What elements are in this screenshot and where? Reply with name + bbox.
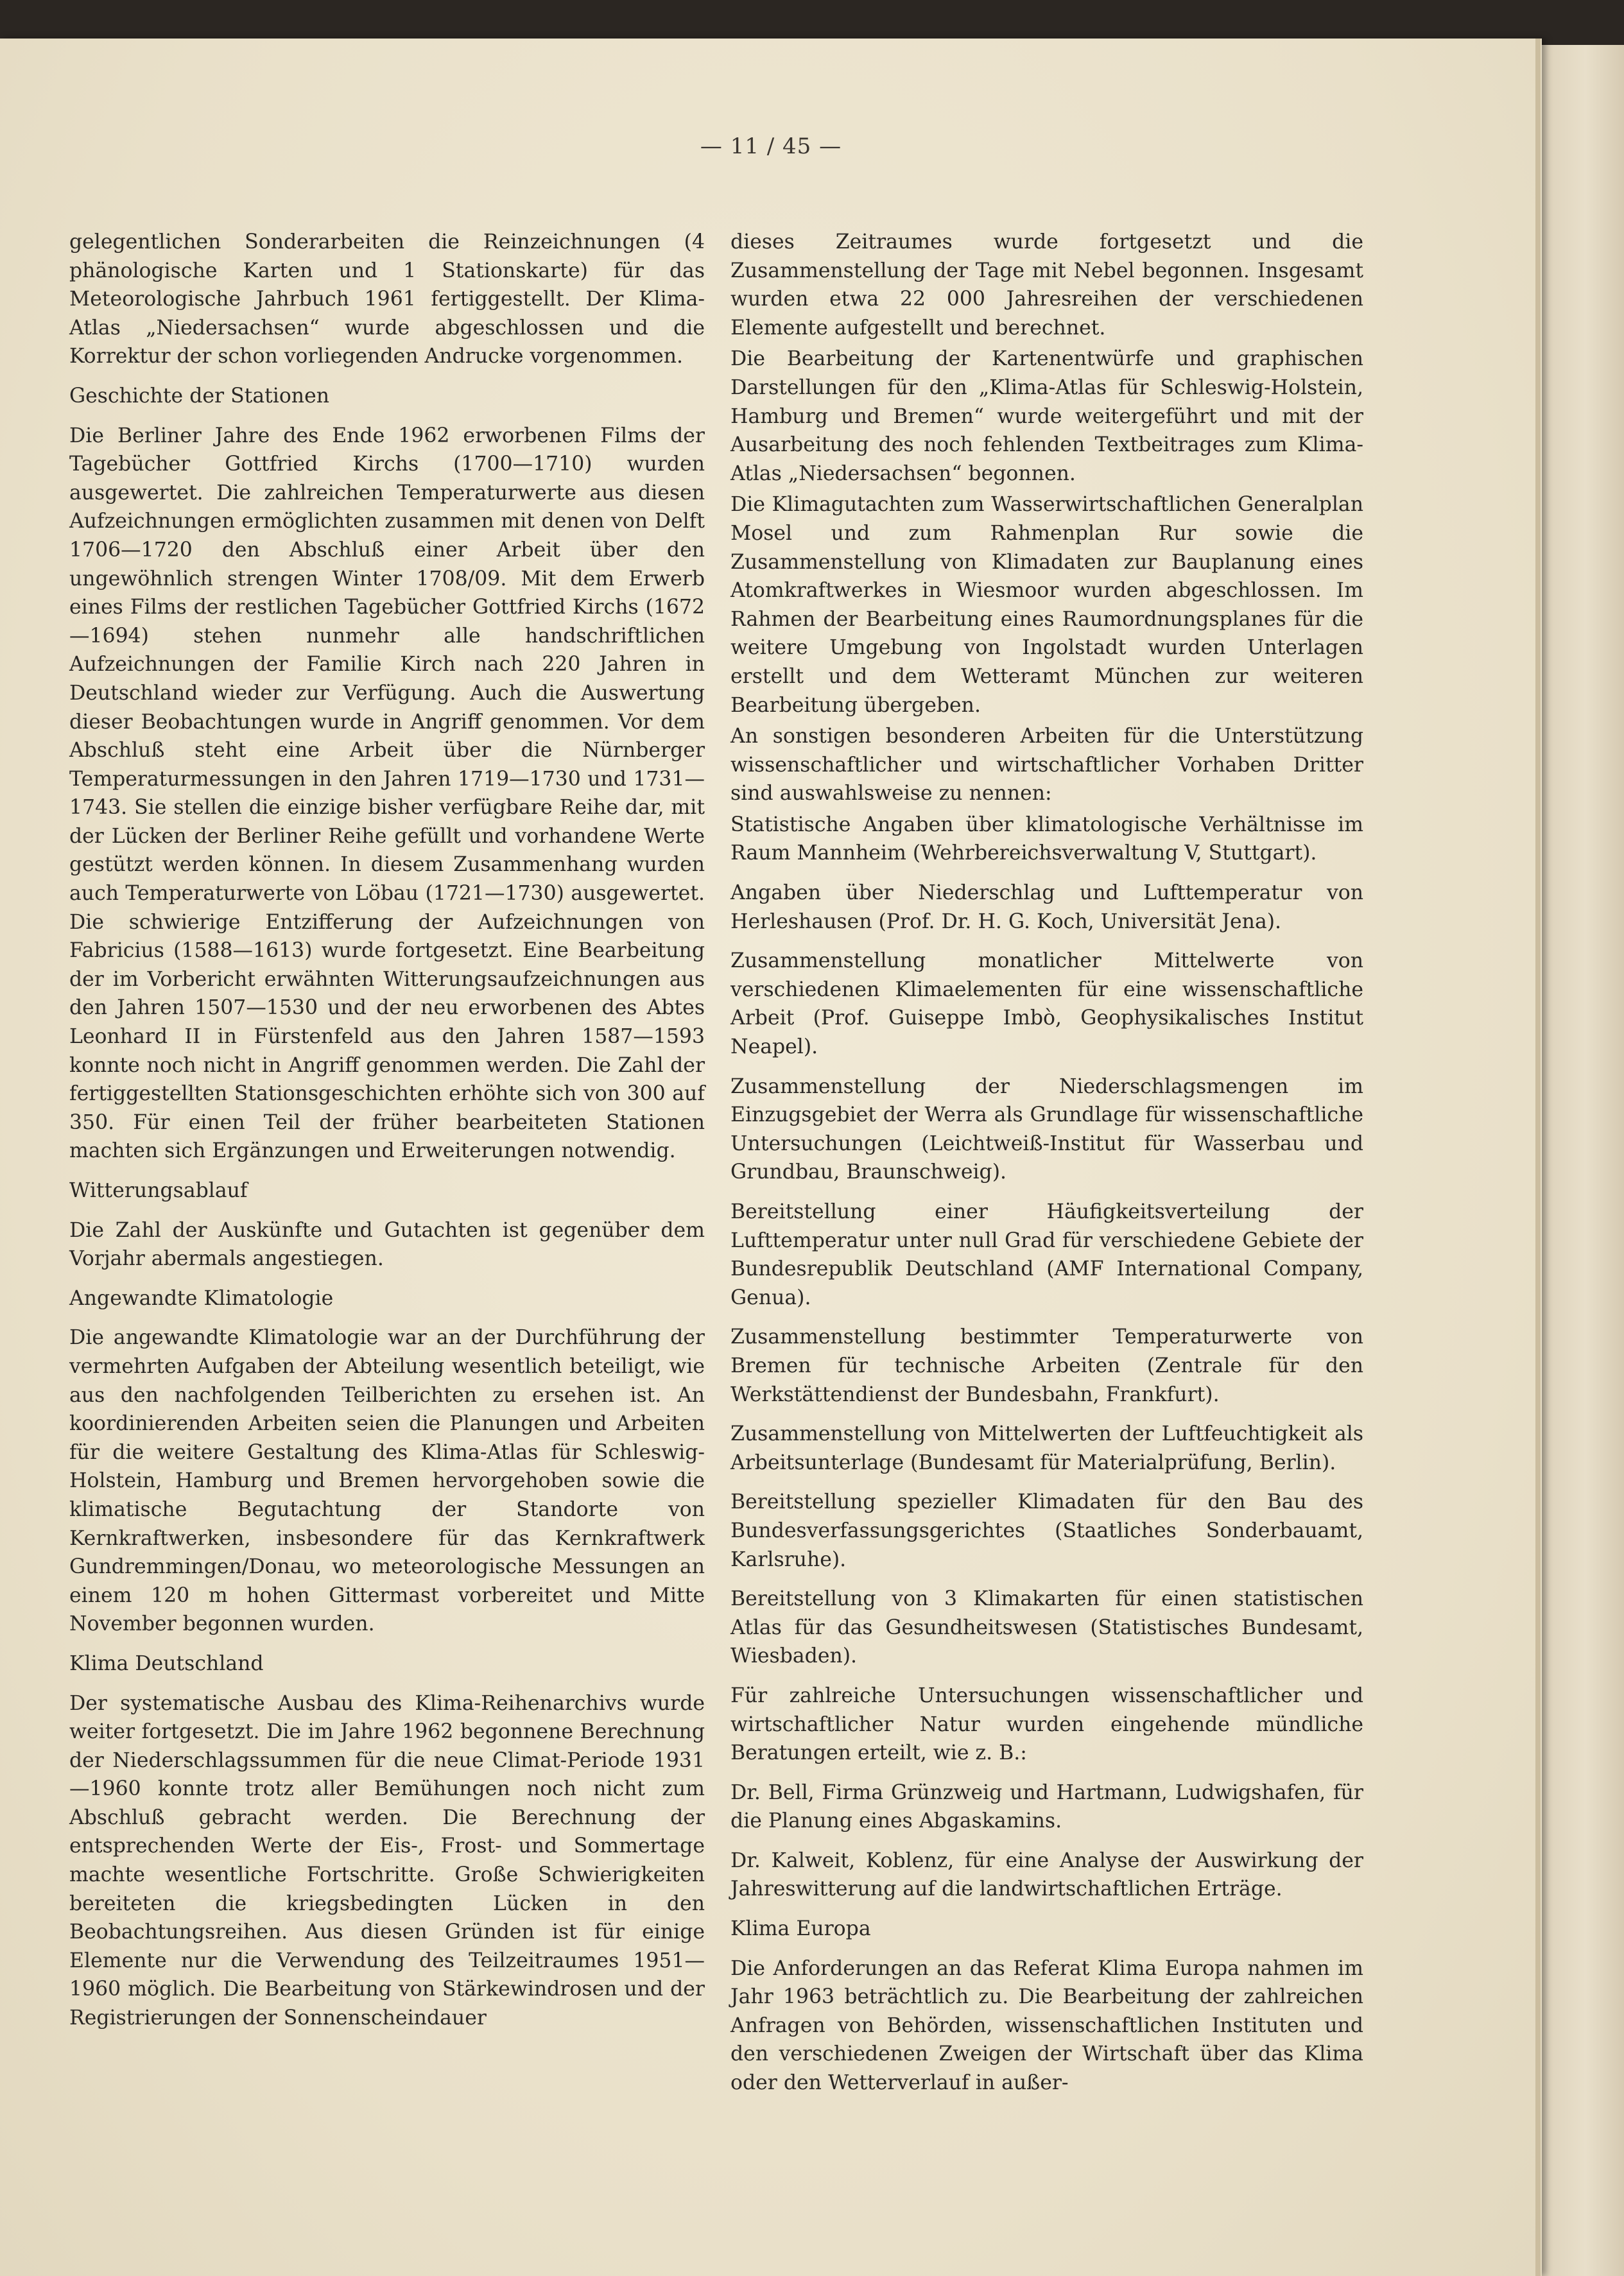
section-heading-geschichte: Geschichte der Stationen [69,384,330,408]
paragraph: Zusammenstellung von Mittelwerten der Luftfeuchtigkeit als Arbeitsunterlage (Bundesamt für Materialprüfung, Berlin). [730,1422,1363,1474]
paragraph: Die Bearbeitung der Kartenentwürfe und graphischen Darstellungen für den „Klima-Atlas für Schleswig-Holstein, Hamburg und Bremen“ wurde weitergeführt und mit der Ausarbeitung des noch fehlenden Textbeitrages zum Klima-Atlas „Niedersachsen“ begonnen. [730,347,1363,485]
paragraph: An sonstigen besonderen Arbeiten für die Unterstützung wissenschaftlicher und wirtschaftlicher Vorhaben Dritter sind auswahlsweise zu nennen: [730,725,1363,806]
paragraph: Zusammenstellung monatlicher Mittelwerte von verschiedenen Klimaelementen für eine wissenschaftliche Arbeit (Prof. Guiseppe Imbò, Geophysikalisches Institut Neapel). [730,949,1363,1059]
section-heading-klima-europa: Klima Europa [730,1917,871,1941]
paragraph: gelegentlichen Sonderarbeiten die Reinzeichnungen (4 phänologische Karten und 1 Stationskarte) für das Meteorologische Jahrbuch 1961 fertiggestellt. Der Klima-Atlas „Niedersachsen“ wurde abgeschlossen und die Korrektur der schon vorliegenden Andrucke vorgenommen. [69,230,705,368]
underlying-sheet [1528,45,1624,2276]
right-column [730,228,1363,2108]
paragraph: dieses Zeitraumes wurde fortgesetzt und die Zusammenstellung der Tage mit Nebel begonnen. Insgesamt wurden etwa 22 000 Jahresreihen der verschiedenen Elemente aufgestellt und berechnet. [730,230,1363,340]
paragraph: Statistische Angaben über klimatologische Verhältnisse im Raum Mannheim (Wehrbereichsverwaltung V, Stuttgart). [730,813,1363,865]
section-heading-klima-deutschland: Klima Deutschland [69,1651,264,1675]
paragraph: Bereitstellung von 3 Klimakarten für einen statistischen Atlas für das Gesundheitswesen (Statistisches Bundesamt, Wiesbaden). [730,1587,1363,1668]
paragraph: Die Klimagutachten zum Wasserwirtschaftlichen Generalplan Mosel und zum Rahmenplan Rur sowie die Zusammenstellung von Klimadaten zur Bauplanung eines Atomkraftwerkes in Wiesmoor wurden abgeschlossen. Im Rahmen der Bearbeitung eines Raumordnungsplanes für die weitere Umgebung von Ingolstadt wurden Unterlagen erstellt und dem Wetteramt München zur weiteren Bearbeitung übergeben. [730,493,1363,717]
paragraph: Die Anforderungen an das Referat Klima Europa nahmen im Jahr 1963 beträchtlich zu. Die Bearbeitung der zahlreichen Anfragen von Behörden, wissenschaftlichen Instituten und den verschiedenen Zweigen der Wirtschaft über das Klima oder den Wetterverlauf in außer- [730,1956,1363,2095]
paragraph: Die angewandte Klimatologie war an der Durchführung der vermehrten Aufgaben der Abteilung wesentlich beteiligt, wie aus den nachfolgenden Teilberichten zu ersehen ist. An koordinierenden Arbeiten seien die Planungen und Arbeiten für die weitere Gestaltung des Klima-Atlas für Schleswig-Holstein, Hamburg und Bremen hervorgehoben sowie die klimatische Begutachtung der Standorte von Kernkraftwerken, insbesondere für das Kernkraftwerk Gundremmingen/Donau, wo meteorologische Messungen an einem 120 m hohen Gittermast vorbereitet und Mitte November begonnen wurden. [69,1326,705,1636]
paragraph: Die Berliner Jahre des Ende 1962 erworbenen Films der Tagebücher Gottfried Kirchs (1700—1710) wurden ausgewertet. Die zahlreichen Temperaturwerte aus diesen Aufzeichnungen ermöglichten zusammen mit denen von Delft 1706—1720 den Abschluß einer Arbeit über den ungewöhnlich strengen Winter 1708/09. Mit dem Erwerb eines Films der restlichen Tagebücher Gottfried Kirchs (1672—1694) stehen nunmehr alle handschriftlichen Aufzeichnungen der Familie Kirch nach 220 Jahren in Deutschland wieder zur Verfügung. Auch die Auswertung dieser Beobachtungen wurde in Angriff genommen. Vor dem Abschluß steht eine Arbeit über die Nürnberger Temperaturmessungen in den Jahren 1719—1730 und 1731—1743. Sie stellen die einzige bisher verfügbare Reihe dar, mit der Lücken der Berliner Reihe gefüllt und vorhandene Werte gestützt werden können. In diesem Zusammenhang wurden auch Temperaturwerte von Löbau (1721—1730) ausgewertet. Die schwierige Entzifferung der Aufzeichnungen von Fabricius (1588—1613) wurde fortgesetzt. Eine Bearbeitung der im Vorbericht erwähnten Witterungsaufzeichnungen aus den Jahren 1507—1530 und der neu erworbenen des Abtes Leonhard II in Fürstenfeld aus den Jahren 1587—1593 konnte noch nicht in Angriff genommen werden. Die Zahl der fertiggestellten Stationsgeschichten erhöhte sich von 300 auf 350. Für einen Teil der früher bearbeiteten Stationen machten sich Ergänzungen und Erweiterungen notwendig. [69,424,705,1163]
paragraph: Der systematische Ausbau des Klima-Reihenarchivs wurde weiter fortgesetzt. Die im Jahre 1962 begonnene Berechnung der Niederschlagssummen für die neue Climat-Periode 1931—1960 konnte trotz aller Bemühungen noch nicht zum Abschluß gebracht werden. Die Berechnung der entsprechenden Werte der Eis-, Frost- und Sommertage machte wesentliche Fortschritte. Große Schwierigkeiten bereiteten die kriegsbedingten Lücken in den Beobachtungsreihen. Aus diesen Gründen ist für einige Elemente nur die Verwendung des Teilzeitraumes 1951—1960 möglich. Die Bearbeitung von Stärkewindrosen und der Registrierungen der Sonnenscheindauer [69,1691,705,2030]
page-number: — 11 / 45 — [700,134,842,159]
paragraph: Angaben über Niederschlag und Lufttemperatur von Herleshausen (Prof. Dr. H. G. Koch, Universität Jena). [730,881,1363,933]
paragraph: Bereitstellung spezieller Klimadaten für den Bau des Bundesverfassungsgerichtes (Staatliches Sonderbauamt, Karlsruhe). [730,1490,1363,1571]
section-heading-angewandte-klimatologie: Angewandte Klimatologie [69,1286,334,1310]
paragraph: Dr. Bell, Firma Grünzweig und Hartmann, Ludwigshafen, für die Planung eines Abgaskamins. [730,1780,1363,1833]
paragraph: Zusammenstellung der Niederschlagsmengen im Einzugsgebiet der Werra als Grundlage für wissenschaftliche Untersuchungen (Leichtweiß-Institut für Wasserbau und Grundbau, Braunschweig). [730,1074,1363,1184]
paragraph: Dr. Kalweit, Koblenz, für eine Analyse der Auswirkung der Jahreswitterung auf die landwirtschaftlichen Erträge. [730,1849,1363,1901]
document-page [0,39,1542,2276]
paragraph: Zusammenstellung bestimmter Temperaturwerte von Bremen für technische Arbeiten (Zentrale für den Werkstättendienst der Bundesbahn, Frankfurt). [730,1325,1363,1406]
section-heading-witterungsablauf: Witterungsablauf [69,1179,248,1202]
paragraph: Die Zahl der Auskünfte und Gutachten ist gegenüber dem Vorjahr abermals angestiegen. [69,1218,705,1271]
page-edge [1535,39,1541,2276]
paragraph: Bereitstellung einer Häufigkeitsverteilung der Lufttemperatur unter null Grad für verschiedene Gebiete der Bundesrepublik Deutschland (AMF International Company, Genua). [730,1200,1363,1309]
left-column [69,228,705,2044]
paragraph: Für zahlreiche Untersuchungen wissenschaftlicher und wirtschaftlicher Natur wurden eingehende mündliche Beratungen erteilt, wie z. B.: [730,1684,1363,1765]
